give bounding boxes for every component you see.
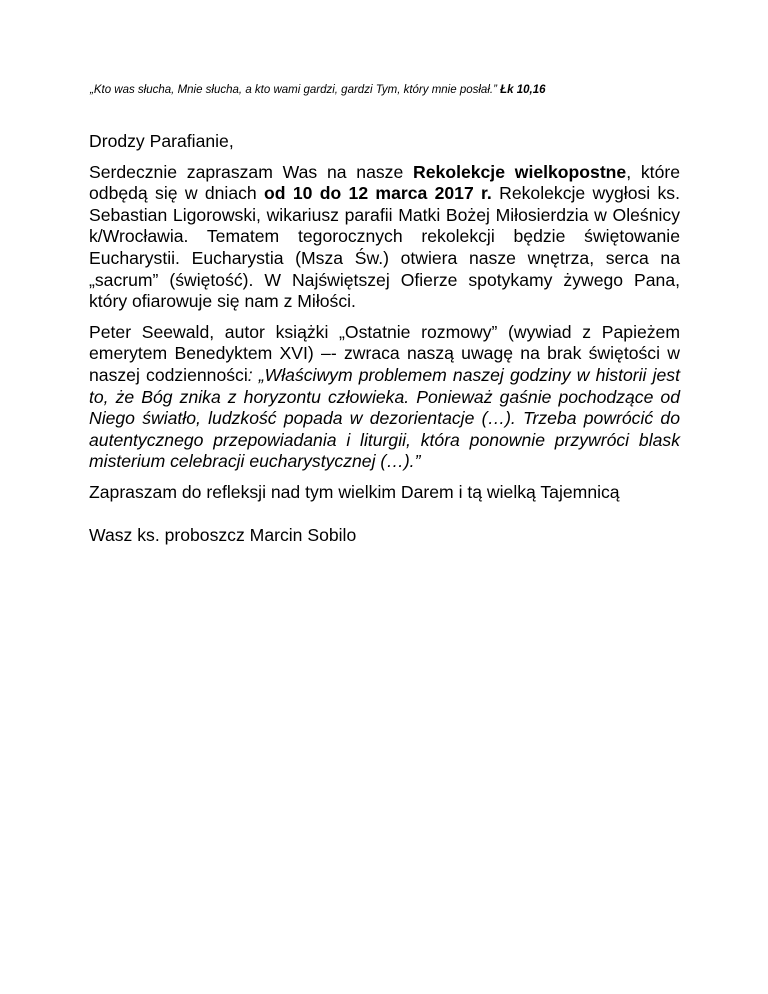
paragraph-retreat-invitation (89, 162, 680, 313)
paragraph-seewald-quote (89, 322, 680, 473)
signature: Wasz ks. proboszcz Marcin Sobilo (89, 525, 357, 545)
motto-quote (90, 84, 690, 96)
motto-quote-text: „Kto was słucha, Mnie słucha, a kto wami gardzi, gardzi Tym, który mnie posłał.” (90, 84, 497, 96)
paragraph1-text-1: Serdecznie zapraszam Was na nasze (89, 161, 414, 182)
paragraph1-text-3: Rekolekcje wygłosi ks. Sebastian Ligorowski, wikariusz parafii Matki Bożej Miłosierdzia w Oleśnicy k/Wrocławia. Tematem tegorocznych rekolekcji będzie świętowanie Eucharystii. Eucharystia (Msza Św.) otwiera nasze wnętrza, serca na „sacrum” (świętość). W Najświętszej Ofierze spotykamy żywego Pana, który ofiarowuje się nam z Miłości. (89, 183, 680, 312)
benedict-quote: : „Właściwym problemem naszej godziny w historii jest to, że Bóg znika z horyzontu człowieka. Ponieważ gaśnie pochodzące od Niego światło, ludzkość popada w dezorientacje (…). Trzeba powrócić do autentycznego przepowiadania i liturgii, która ponownie przywróci blask misterium celebracji eucharystycznej (…).” (89, 364, 680, 472)
greeting: Drodzy Parafianie, (89, 131, 234, 151)
paragraph2-text: Peter Seewald, autor książki „Ostatnie rozmowy” (wywiad z Papieżem emerytem Benedyktem XVI) –- zwraca naszą uwagę na brak świętości w naszej codzienności (89, 321, 680, 385)
paragraph1-text-2: , które odbędą się w dniach (89, 161, 681, 204)
closing-line: Zapraszam do refleksji nad tym wielkim Darem i tą wielką Tajemnicą (89, 481, 620, 502)
motto-reference: Łk 10,16 (500, 84, 546, 96)
letter-body (89, 131, 680, 504)
retreat-dates: od 10 do 12 marca 2017 r. (264, 183, 492, 204)
retreat-name: Rekolekcje wielkopostne (413, 161, 627, 182)
